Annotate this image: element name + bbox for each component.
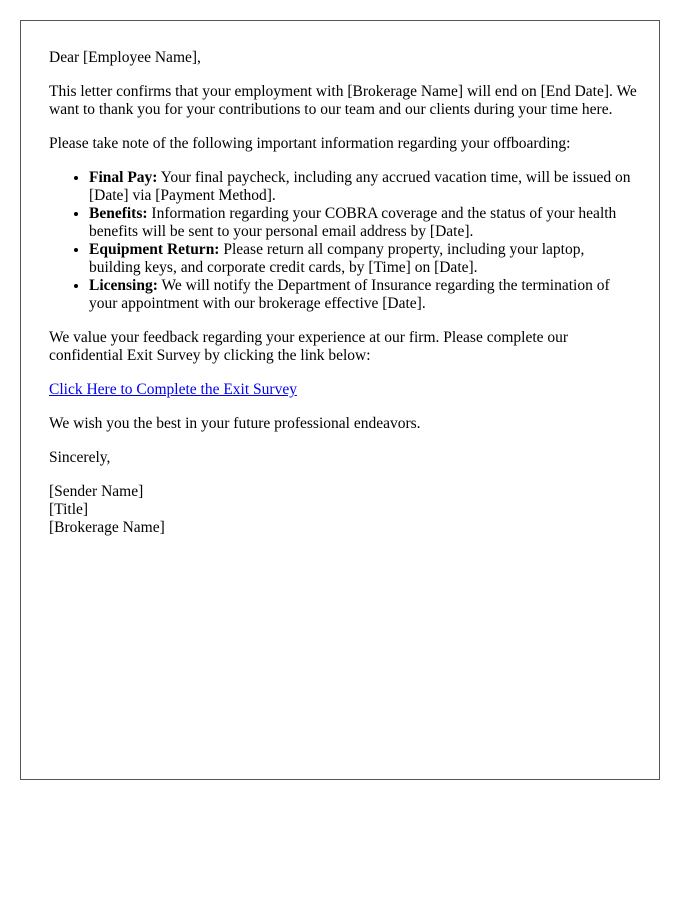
intro-paragraph: This letter confirms that your employment with [Brokerage Name] will end on [End Date]. We want to thank you for your contributions to our team and our clients during your time here. — [49, 83, 637, 118]
signature-block — [49, 483, 639, 537]
sender-title: [Title] — [49, 501, 89, 518]
feedback-paragraph: We value your feedback regarding your experience at our firm. Please complete our confidential Exit Survey by clicking the link below: — [49, 329, 569, 364]
survey-link-paragraph — [49, 381, 639, 399]
letter-page — [20, 20, 660, 780]
offboarding-intro: Please take note of the following important information regarding your offboarding: — [49, 135, 571, 152]
list-item-text: Your final paycheck, including any accrued vacation time, will be issued on [Date] via [Payment Method]. — [89, 169, 631, 204]
list-item-title: Equipment Return: — [89, 241, 220, 258]
list-item-title: Benefits: — [89, 205, 148, 222]
sender-company: [Brokerage Name] — [49, 519, 165, 536]
letter-body — [49, 49, 639, 553]
list-item-title: Licensing: — [89, 277, 158, 294]
exit-survey-link[interactable]: Click Here to Complete the Exit Survey — [49, 381, 297, 398]
list-item-title: Final Pay: — [89, 169, 158, 186]
offboarding-list — [49, 169, 639, 313]
list-item-text: Information regarding your COBRA coverage and the status of your health benefits will be sent to your personal email address by [Date]. — [89, 205, 617, 240]
list-item-benefits — [89, 205, 639, 241]
list-item-final-pay — [89, 169, 639, 205]
closing-wish: We wish you the best in your future professional endeavors. — [49, 415, 421, 432]
sender-name: [Sender Name] — [49, 483, 144, 500]
list-item-text: Please return all company property, including your laptop, building keys, and corporate credit cards, by [Time] on [Date]. — [89, 241, 585, 276]
greeting: Dear [Employee Name], — [49, 49, 201, 66]
list-item-equipment-return — [89, 241, 639, 277]
list-item-text: We will notify the Department of Insurance regarding the termination of your appointment with our brokerage effective [Date]. — [89, 277, 610, 312]
sign-off: Sincerely, — [49, 449, 111, 466]
list-item-licensing — [89, 277, 639, 313]
